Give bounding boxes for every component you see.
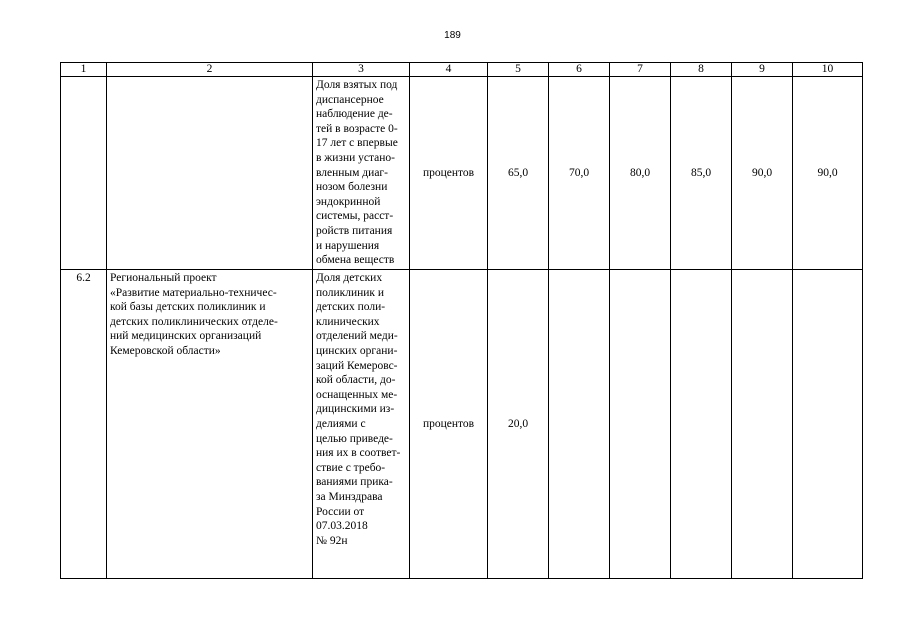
column-header: 3 <box>313 63 410 77</box>
column-header: 6 <box>549 63 610 77</box>
unit-cell: процентов <box>410 270 488 579</box>
value-cell <box>610 270 671 579</box>
column-header: 8 <box>671 63 732 77</box>
value-cell <box>549 270 610 579</box>
indicator-table <box>60 62 863 579</box>
indicator-name: Доля взятых под диспансерное наблюдение де- тей в возрасте 0- 17 лет с впервые в жизни устано- вленным диаг- нозом болезни эндокринной системы, расст- ройств питания и нарушения обмена веществ <box>313 77 410 270</box>
column-header: 1 <box>61 63 107 77</box>
column-header: 4 <box>410 63 488 77</box>
table-header-row <box>61 63 863 77</box>
row-number <box>61 77 107 270</box>
column-header: 9 <box>732 63 793 77</box>
project-name: Региональный проект «Развитие материально-техничес- кой базы детских поликлиник и детских поликлинических отделе- ний медицинских организаций Кемеровской области» <box>107 270 313 579</box>
column-header: 10 <box>793 63 863 77</box>
column-header: 2 <box>107 63 313 77</box>
row-number: 6.2 <box>61 270 107 579</box>
project-name <box>107 77 313 270</box>
value-cell <box>793 270 863 579</box>
value-cell: 65,0 <box>488 77 549 270</box>
column-header: 5 <box>488 63 549 77</box>
value-cell <box>671 270 732 579</box>
value-cell: 20,0 <box>488 270 549 579</box>
column-header: 7 <box>610 63 671 77</box>
indicator-name: Доля детских поликлиник и детских поли- клинических отделений меди- цинских органи- заций Кемеровс- кой области, до- оснащенных ме- дицинскими из- делиями с целью приведе- ния их в соответ- ствие с требо- ваниями прика- за Минздрава России от 07.03.2018 № 92н <box>313 270 410 579</box>
value-cell: 85,0 <box>671 77 732 270</box>
value-cell: 90,0 <box>793 77 863 270</box>
value-cell: 80,0 <box>610 77 671 270</box>
table-row <box>61 77 863 270</box>
unit-cell: процентов <box>410 77 488 270</box>
table-row <box>61 270 863 579</box>
value-cell <box>732 270 793 579</box>
page-number: 189 <box>444 30 461 41</box>
value-cell: 70,0 <box>549 77 610 270</box>
value-cell: 90,0 <box>732 77 793 270</box>
